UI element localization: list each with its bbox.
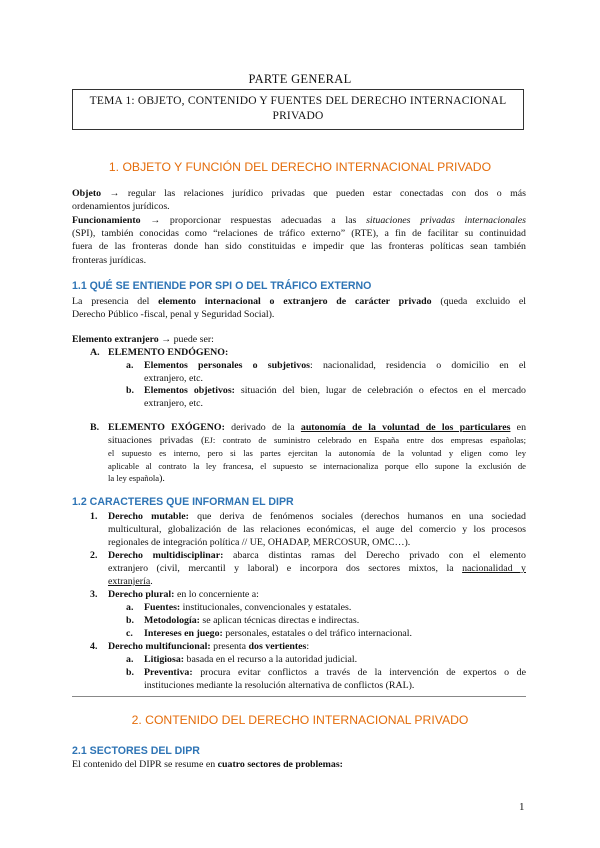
item-B-text-1: derivado de la (224, 422, 301, 433)
caracter-4-text: presenta (210, 641, 249, 652)
section-divider (72, 696, 526, 697)
caracter-4-a-label: Litigiosa: (144, 654, 185, 665)
item-B-line2a: situaciones privadas ( (108, 435, 205, 447)
item-B-text-2: en (510, 422, 527, 433)
item-B-line5-end: ). (159, 473, 165, 485)
sectores-text: El contenido del DIPR se resume en (72, 759, 218, 770)
caracter-4-bold: dos vertientes (248, 641, 307, 652)
caracter-2-text-3: extranjería (108, 576, 151, 588)
tema-title-box (72, 89, 524, 130)
caracter-2-label: Derecho multidisciplinar: (108, 550, 224, 561)
caracter-4-a-text: basada en el recurso a la autoridad judicial. (184, 654, 358, 665)
item-A-b-text: situación del bien, lugar de celebración o efectos en el mercado (234, 385, 526, 396)
caracter-3-b-text: se aplican técnicas directas e indirectas. (199, 615, 360, 626)
caracter-2-text-3-end: . (150, 576, 153, 588)
caracter-4-b-marker: b. (126, 667, 134, 678)
subsection-2-1-title: 2.1 SECTORES DEL DIPR (72, 745, 200, 757)
tema-title-line2: PRIVADO (272, 110, 324, 122)
caracter-4-b-text: procura evitar conflictos a través de la intervención de expertos o de (192, 667, 526, 678)
funcionamiento-paragraph (72, 214, 526, 267)
func-text-1a: → proporcionar respuestas adecuadas a las (140, 215, 367, 226)
elemento-extranjero-label: Elemento extranjero (72, 334, 159, 345)
item-B-line3: el supuesto es interno, pero si las partes ejercitan la autonomía de la voluntad y eligen como ley (108, 448, 526, 459)
caracter-3-c-label: Intereses en juego: (144, 628, 223, 639)
sectores-paragraph (72, 758, 343, 771)
item-A-marker: A. (90, 347, 100, 358)
elemento-extranjero-text: → puede ser: (158, 334, 214, 345)
caracter-4-b-label: Preventiva: (144, 667, 193, 678)
item-B-line2b: EJ: contrato de suministro celebrado en España entre dos empresas españolas; (204, 435, 526, 446)
spi-text-1a: La presencia del (72, 296, 159, 307)
spi-paragraph (72, 295, 526, 321)
item-B-marker: B. (90, 422, 100, 433)
subsection-1-1-title: 1.1 QUÉ SE ENTIENDE POR SPI O DEL TRÁFICO EXTERNO (72, 280, 372, 292)
item-A-b-label: Elementos objetivos: (144, 385, 235, 396)
objeto-text-2: ordenamientos jurídicos. (72, 201, 170, 213)
func-text-3: fuera de las fronteras donde han sido constituidas e impedir que las fronteras políticas sean también (72, 241, 526, 253)
objeto-paragraph (72, 187, 526, 213)
item-A-b-text-2: extranjero, etc. (144, 398, 203, 410)
section-1-title: 1. OBJETO Y FUNCIÓN DEL DERECHO INTERNACIONAL PRIVADO (108, 160, 492, 174)
caracter-2-text-2b: nacionalidad y (462, 563, 526, 575)
func-text-1b: situaciones privadas internacionales (366, 215, 526, 226)
section-2-title: 2. CONTENIDO DEL DERECHO INTERNACIONAL PRIVADO (131, 713, 469, 727)
part-heading: PARTE GENERAL (248, 72, 352, 86)
caracter-3-a-text: institucionales, convencionales y estatales. (180, 602, 352, 613)
caracter-1-text-3: regionales de integración política // UE, OHADAP, MERCOSUR, OMC…). (108, 537, 411, 549)
func-text-2: (SPI), también conocidas como “relaciones de tráfico externo” (RTE), a fin de facilitar su continuidad (72, 228, 526, 240)
caracter-3-label: Derecho plural: (108, 589, 175, 600)
spi-text-1c: (queda excluido el (431, 296, 526, 307)
funcionamiento-label: Funcionamiento (72, 215, 141, 226)
page-number: 1 (519, 801, 525, 813)
func-text-4: fronteras jurídicas. (72, 254, 147, 266)
item-A-a-text-2: extranjero, etc. (144, 373, 203, 385)
caracter-3-a-label: Fuentes: (144, 602, 181, 613)
item-B-line4: aplicable al contrato la ley francesa, el supuesto se internacionaliza porque ello supone la exclusión de (108, 460, 526, 471)
caracter-4-a-marker: a. (126, 654, 134, 665)
caracter-4-marker: 4. (90, 641, 98, 652)
item-B-line5: la ley española (108, 473, 160, 484)
spi-text-2: Derecho Público -fiscal, penal y Seguridad Social). (72, 309, 275, 321)
objeto-label: Objeto (72, 188, 102, 199)
caracter-1-text: que deriva de fenómenos sociales (derechos humanos en una sociedad (188, 511, 526, 522)
elemento-extranjero-line (72, 333, 214, 346)
caracter-3-c-text: personales, estatales o del tráfico internacional. (222, 628, 413, 639)
spi-text-1b: elemento internacional o extranjero de carácter privado (158, 296, 432, 307)
objeto-text-1: → regular las relaciones jurídico privadas que pueden estar conectadas con dos o más (101, 188, 526, 199)
item-A-a-label: Elementos personales o subjetivos (144, 360, 311, 371)
caracter-3-text: en lo concerniente a: (174, 589, 259, 600)
sectores-bold: cuatro sectores de problemas: (217, 759, 343, 770)
caracter-2-marker: 2. (90, 550, 98, 561)
item-A-a-text: : nacionalidad, residencia o domicilio en el (310, 360, 526, 371)
caracter-3-b-marker: b. (126, 615, 134, 626)
item-B-label: ELEMENTO EXÓGENO: (108, 422, 225, 433)
caracter-3-b-label: Metodología: (144, 615, 200, 626)
caracter-4-end: : (306, 641, 310, 652)
item-B-underlined: autonomía de la voluntad de los particulares (300, 422, 511, 433)
tema-title-line1: TEMA 1: OBJETO, CONTENIDO Y FUENTES DEL DERECHO INTERNACIONAL (89, 95, 507, 107)
caracter-3-c-marker: c. (126, 628, 133, 639)
caracter-3-a-marker: a. (126, 602, 134, 613)
item-A-a-marker: a. (126, 360, 134, 371)
item-A-b-marker: b. (126, 385, 134, 396)
caracter-3-marker: 3. (90, 589, 98, 600)
caracter-1-label: Derecho mutable: (108, 511, 189, 522)
subsection-1-2-title: 1.2 CARACTERES QUE INFORMAN EL DIPR (72, 496, 294, 508)
item-A-label: ELEMENTO ENDÓGENO: (108, 347, 229, 358)
caracter-4-b-text-2: instituciones mediante la resolución alternativa de conflictos (RAL). (144, 680, 415, 692)
caracter-2-text-2a: extranjero (civil, mercantil y laboral) e incorpora dos sectores mixtos, la (108, 563, 463, 575)
caracter-1-text-2: multicultural, globalización de las relaciones económicas, el auge del comercio y los procesos (108, 524, 526, 536)
caracter-4-label: Derecho multifuncional: (108, 641, 211, 652)
caracter-2-text: abarca distintas ramas del Derecho privado con el elemento (223, 550, 526, 561)
caracter-1-marker: 1. (90, 511, 98, 522)
